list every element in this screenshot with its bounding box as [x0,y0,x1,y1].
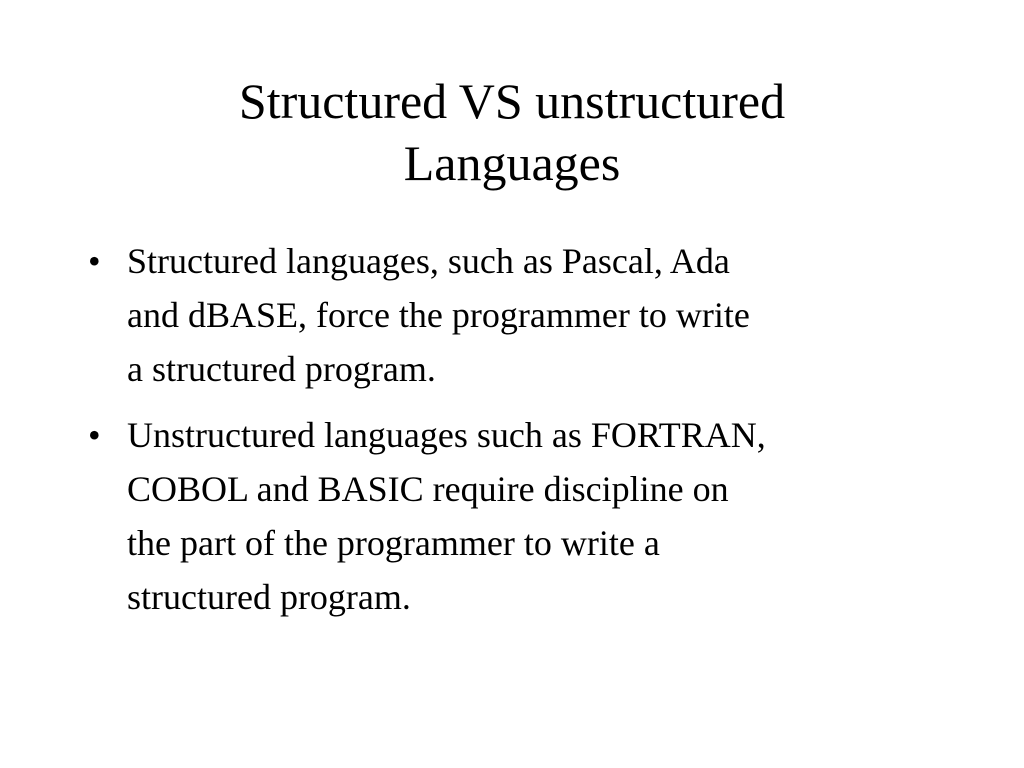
bullet-text-line: structured program. [127,577,411,617]
bullet-text-line: Unstructured languages such as FORTRAN, [127,415,766,455]
bullet-text-line: COBOL and BASIC require discipline on [127,469,729,509]
title-line: Structured VS unstructured [238,73,786,129]
bullet-text-line: a structured program. [127,349,436,389]
bullet-dot-icon: • [88,415,101,455]
bullet-item-unstructured [88,408,958,624]
bullet-list [88,234,958,636]
bullet-text-line: Structured languages, such as Pascal, Ada [127,241,730,281]
slide-title [0,70,1024,194]
bullet-item-structured [88,234,958,396]
title-line: Languages [403,135,621,191]
bullet-text-line: the part of the programmer to write a [127,523,660,563]
bullet-text-line: and dBASE, force the programmer to write [127,295,750,335]
bullet-dot-icon: • [88,241,101,281]
